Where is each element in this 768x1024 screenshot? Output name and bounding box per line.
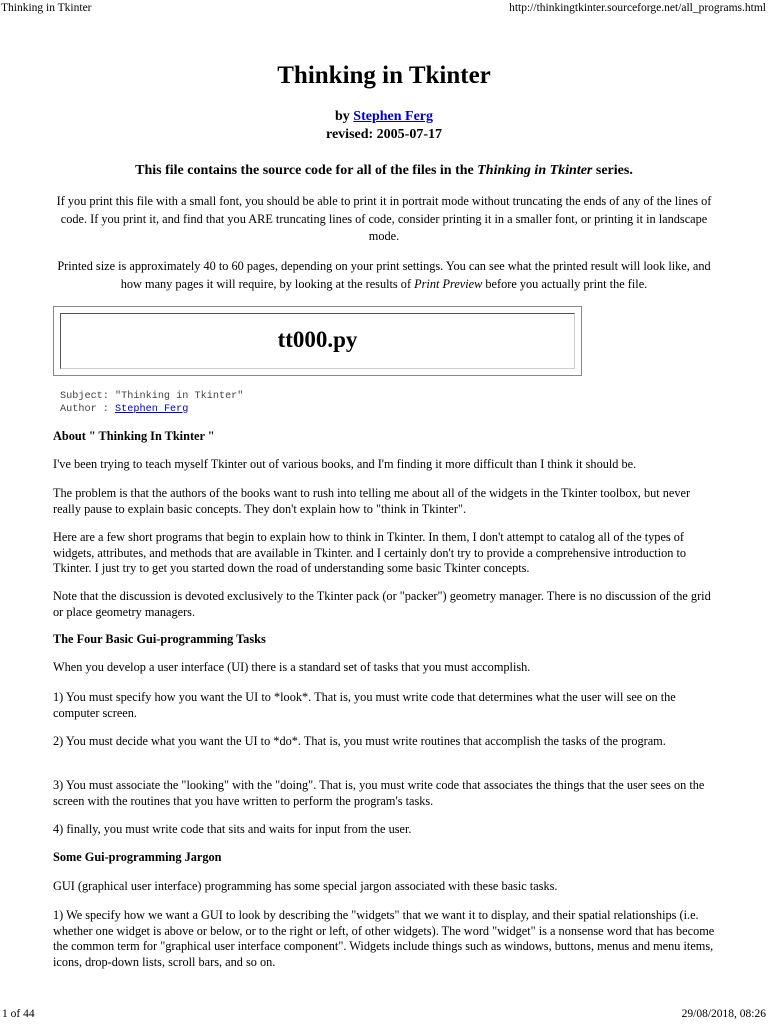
- print-header-title: Thinking in Tkinter: [1, 2, 92, 14]
- para-problem: The problem is that the authors of the books want to rush into telling me about all of the widgets in the Tkinter toolbox, but never really pause to explain basic concepts. They don't explain how to "think in Tkinter".: [53, 486, 691, 516]
- byline-prefix: by: [334, 109, 354, 124]
- para-teach-myself: I've been trying to teach myself Tkinter out of various books, and I'm finding it more difficult than I think it should be.: [53, 457, 637, 471]
- para-gui-jargon: GUI (graphical user interface) programming has some special jargon associated with these basic tasks.: [53, 879, 558, 893]
- revised-date: revised: 2005-07-17: [326, 127, 442, 142]
- heading-about: About " Thinking In Tkinter ": [53, 429, 215, 443]
- file-title-box: [53, 306, 582, 376]
- intro-prefix: This file contains the source code for all of the files in the: [135, 163, 478, 178]
- print-preview-emphasis: Print Preview: [414, 276, 483, 291]
- para-widgets: 1) We specify how we want a GUI to look by describing the "widgets" that we want it to display, and their spatial relationships (i.e. whether one widget is above or below, or to the right or left, of other widgets). The word "widget" is a nonsense word that has become the common term for "graphical user interface component". Widgets include things such as windows, buttons, menus and menu items, icons, drop-down lists, scroll bars, and so on.: [53, 908, 715, 969]
- para-task-wait: 4) finally, you must write code that sits and waits for input from the user.: [53, 822, 412, 836]
- code-author-prefix: Author :: [60, 403, 116, 415]
- print-advice-paragraph: If you print this file with a small font, you should be able to print it in portrait mode without truncating the ends of any of the lines of code. If you print it, and find that you ARE truncating lines of code, consider printing it in a smaller font, or printing it in landscape mode.: [56, 194, 712, 243]
- code-author-link[interactable]: Stephen Ferg: [115, 403, 189, 415]
- print-size-prefix: Printed size is approximately 40 to 60 pages, depending on your print settings. You can see what the printed result will look like, and how many pages it will require, by looking at the results of: [57, 259, 711, 291]
- print-footer: [0, 1006, 768, 1022]
- print-size-suffix: before you actually print the file.: [482, 276, 648, 291]
- intro-heading: [0, 161, 768, 181]
- print-header-url: http://thinkingtkinter.sourceforge.net/all_programs.html: [509, 2, 766, 14]
- byline: [0, 107, 768, 127]
- code-header: [60, 391, 243, 416]
- heading-four-tasks: The Four Basic Gui-programming Tasks: [53, 632, 266, 646]
- intro-emphasis: Thinking in Tkinter: [477, 163, 593, 178]
- para-short-programs: Here are a few short programs that begin to explain how to think in Tkinter. In them, I don't attempt to catalog all of the types of widgets, attributes, and methods that are available in Tkinter. and I certainly don't try to provide a comprehensive introduction to Tkinter. I just try to get you started down the road of understanding some basic Tkinter concepts.: [53, 530, 687, 575]
- para-task-do: 2) You must decide what you want the UI to *do*. That is, you must write routines that accomplish the tasks of the program.: [53, 734, 666, 748]
- para-task-associate: 3) You must associate the "looking" with the "doing". That is, you must write code that associates the things that the user sees on the screen with the routines that you have written to perform the program's tasks.: [53, 778, 705, 808]
- page-counter: 1 of 44: [2, 1008, 35, 1020]
- para-standard-tasks: When you develop a user interface (UI) there is a standard set of tasks that you must accomplish.: [53, 660, 531, 674]
- heading-jargon: Some Gui-programming Jargon: [53, 850, 222, 864]
- file-title: tt000.py: [60, 313, 575, 369]
- intro-suffix: series.: [592, 163, 633, 178]
- code-subject-line: Subject: "Thinking in Tkinter": [60, 391, 244, 402]
- para-packer-note: Note that the discussion is devoted exclusively to the Tkinter pack (or "packer") geometry manager. There is no discussion of the grid or place geometry managers.: [53, 589, 711, 619]
- print-timestamp: 29/08/2018, 08:26: [681, 1008, 766, 1020]
- author-link[interactable]: Stephen Ferg: [353, 109, 433, 124]
- para-task-look: 1) You must specify how you want the UI to *look*. That is, you must write code that determines what the user will see on the computer screen.: [53, 690, 676, 720]
- page-title: Thinking in Tkinter: [277, 62, 491, 89]
- print-size-paragraph: [50, 258, 718, 293]
